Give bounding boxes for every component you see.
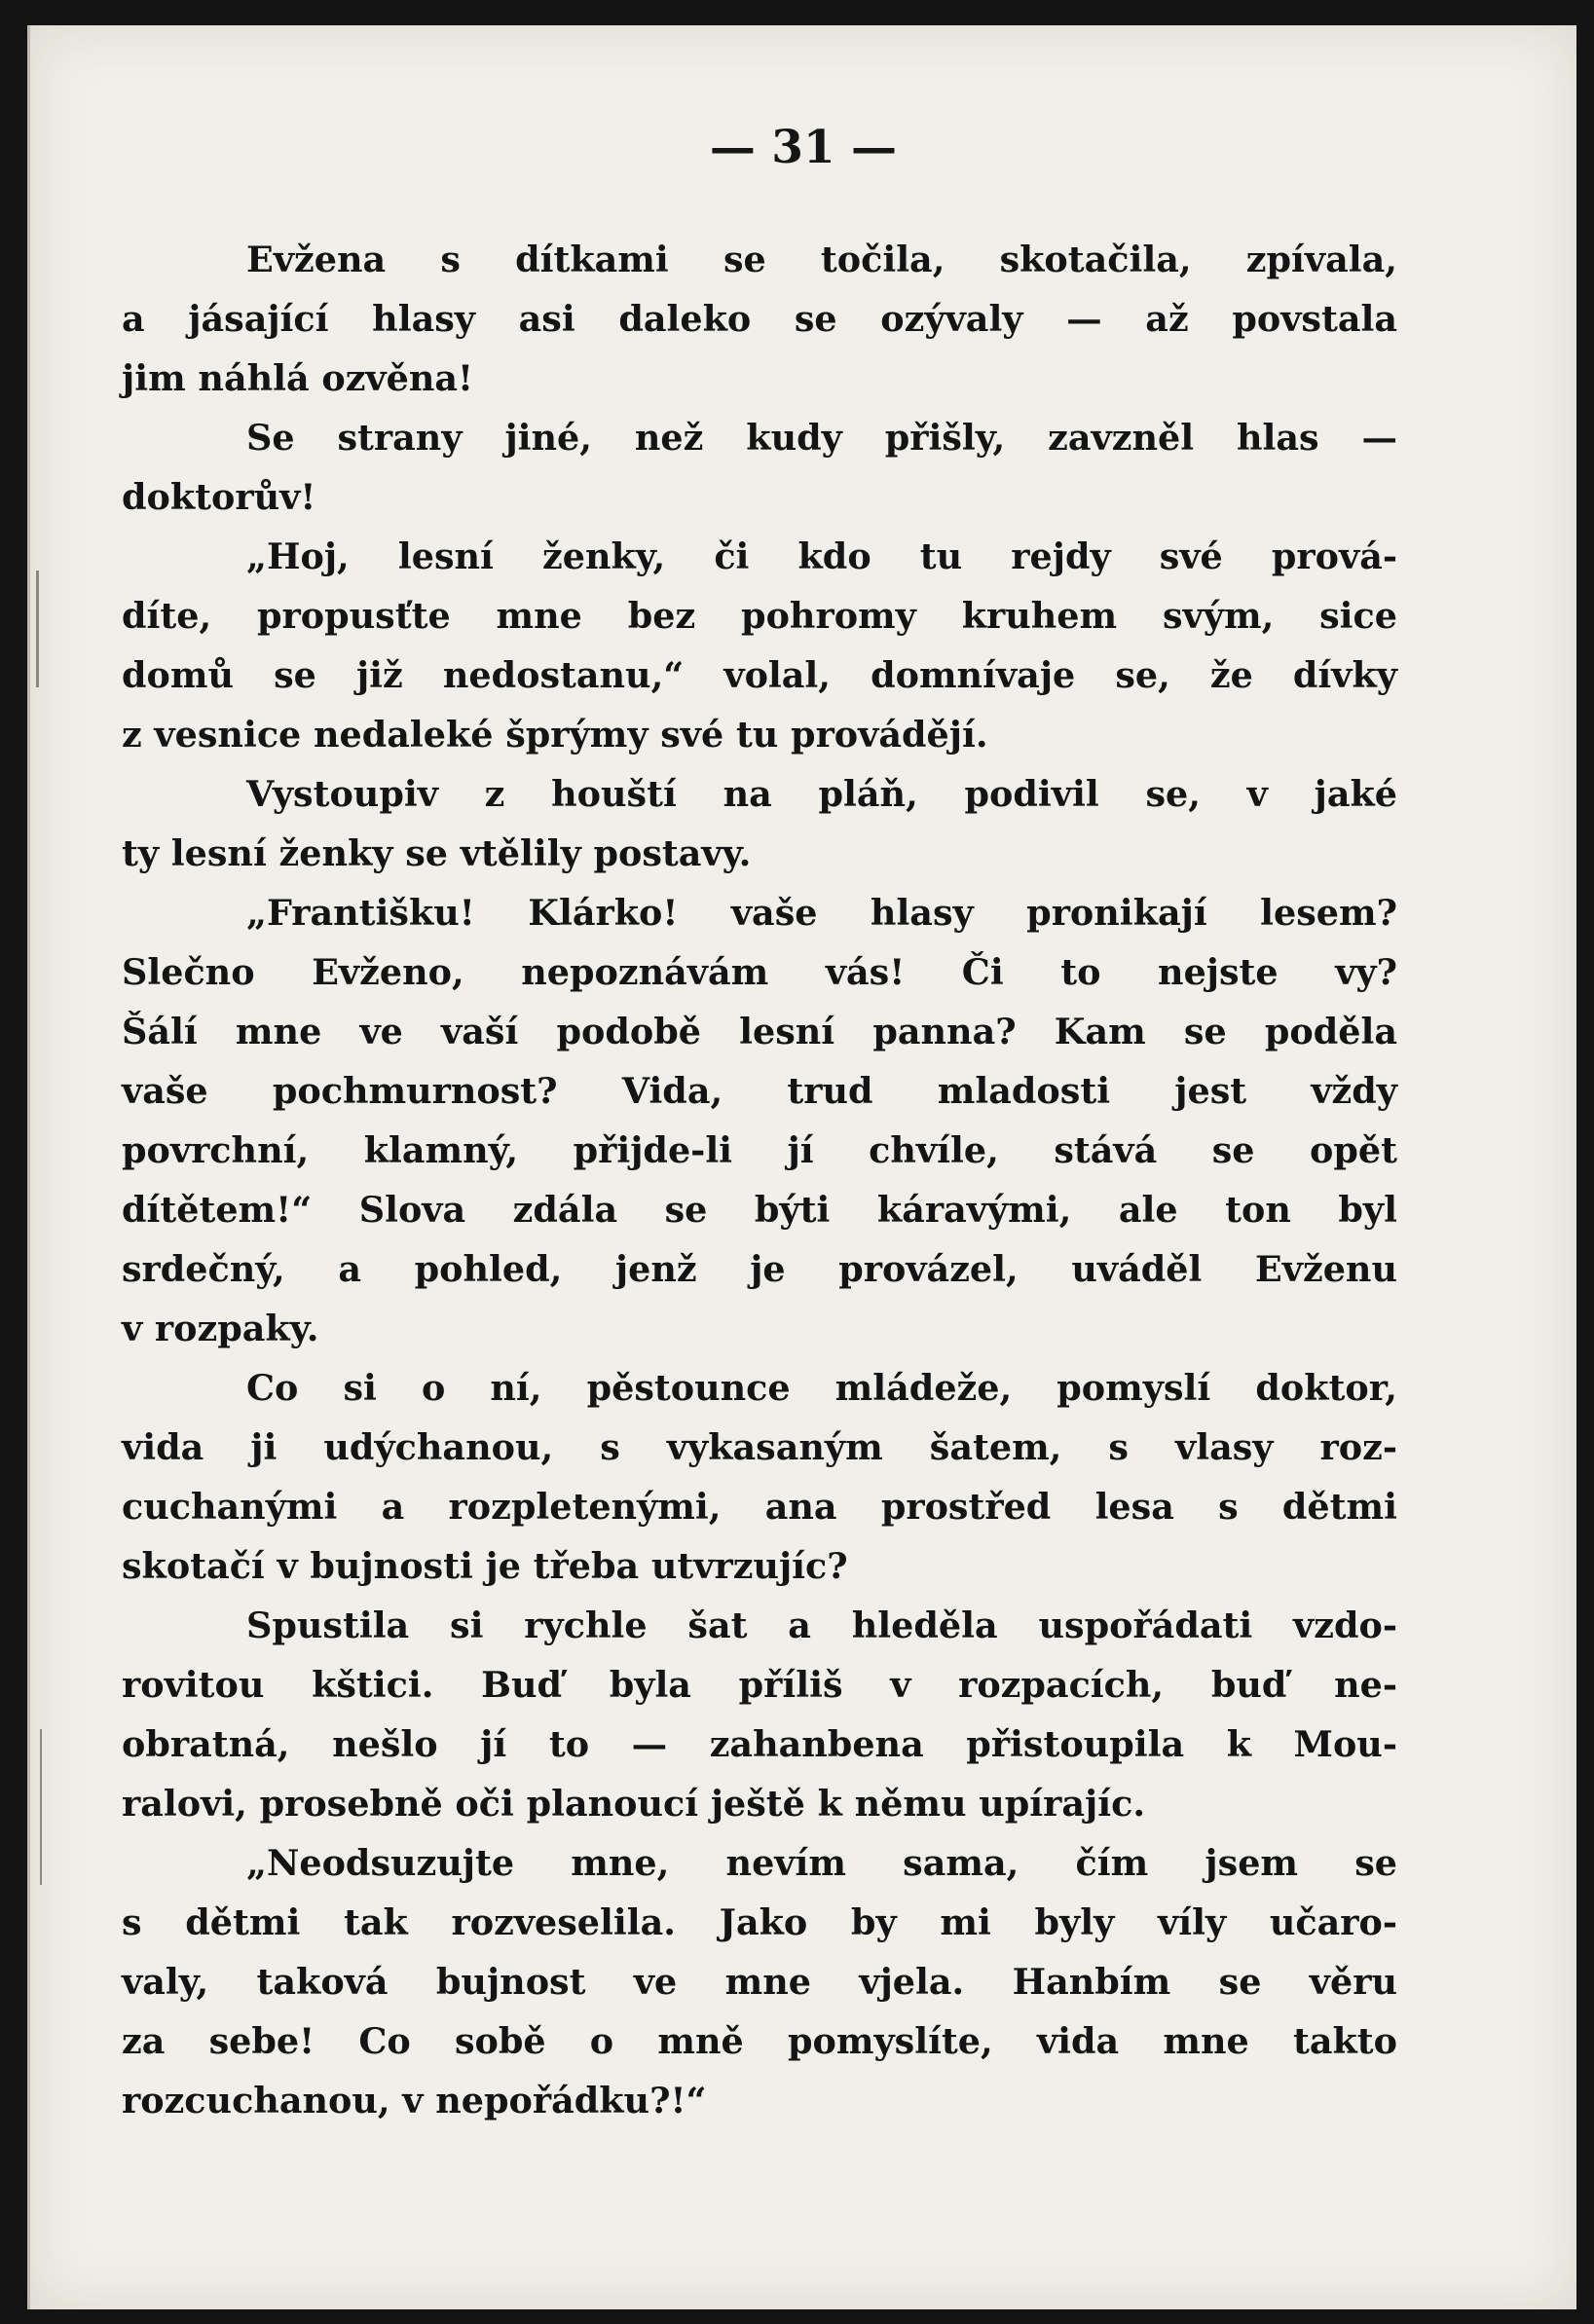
text-line: rozcuchanou, v nepořádku?!“ xyxy=(122,2080,707,2121)
paragraph xyxy=(122,1596,1397,1833)
body-text xyxy=(122,230,1397,2130)
text-line: ty lesní ženky se vtělily postavy. xyxy=(122,832,752,874)
text-line: „Neodsuzujte mne, nevím sama, čím jsem se xyxy=(246,1842,1397,1884)
book-page xyxy=(27,25,1576,2309)
text-line: doktorův! xyxy=(122,476,316,518)
binding-edge-mark xyxy=(40,1729,42,1885)
text-line: s dětmi tak rozveselila. Jako by mi byly víly učaro- xyxy=(122,1901,1397,1943)
paragraph xyxy=(122,1833,1397,2130)
paragraph xyxy=(122,408,1397,527)
binding-edge-mark xyxy=(36,571,39,687)
text-line: Co si o ní, pěstounce mládeže, pomyslí doktor, xyxy=(246,1367,1397,1409)
text-line: díte, propusťte mne bez pohromy kruhem svým, sice xyxy=(122,595,1397,637)
text-line: a jásající hlasy asi daleko se ozývaly — až povstala xyxy=(122,298,1397,340)
text-line: srdečný, a pohled, jenž je provázel, uváděl Evženu xyxy=(122,1248,1397,1290)
text-line: ralovi, prosebně oči planoucí ještě k němu upírajíc. xyxy=(122,1783,1146,1825)
text-line: obratná, nešlo jí to — zahanbena přistoupila k Mou- xyxy=(122,1723,1397,1765)
text-line: „Hoj, lesní ženky, či kdo tu rejdy své prová- xyxy=(246,535,1397,577)
page-number: — 31 — xyxy=(709,121,898,174)
text-line: Slečno Evženo, nepoznávám vás! Či to nejste vy? xyxy=(122,951,1397,993)
text-line: Vystoupiv z houští na pláň, podivil se, v jaké xyxy=(246,773,1397,815)
text-line: Spustila si rychle šat a hleděla uspořádati vzdo- xyxy=(246,1605,1397,1646)
text-line: domů se již nedostanu,“ volal, domnívaje se, že dívky xyxy=(122,654,1397,696)
paragraph xyxy=(122,230,1397,408)
text-line: za sebe! Co sobě o mně pomyslíte, vida mne takto xyxy=(122,2020,1397,2062)
text-line: v rozpaky. xyxy=(122,1308,319,1349)
text-line: z vesnice nedaleké šprýmy své tu provádějí. xyxy=(122,714,988,756)
text-line: dítětem!“ Slova zdála se býti káravými, ale ton byl xyxy=(122,1189,1397,1231)
text-line: „Františku! Klárko! vaše hlasy pronikají lesem? xyxy=(246,892,1397,934)
paragraph xyxy=(122,527,1397,764)
text-line: rovitou kštici. Buď byla příliš v rozpacích, buď ne- xyxy=(122,1664,1397,1706)
text-line: valy, taková bujnost ve mne vjela. Hanbím se věru xyxy=(122,1961,1397,2003)
text-line: cuchanými a rozpletenými, ana prostřed lesa s dětmi xyxy=(122,1486,1397,1528)
text-line: Šálí mne ve vaší podobě lesní panna? Kam se poděla xyxy=(122,1011,1397,1052)
text-line: vaše pochmurnost? Vida, trud mladosti jest vždy xyxy=(122,1070,1397,1112)
text-line: vida ji udýchanou, s vykasaným šatem, s vlasy roz- xyxy=(122,1426,1397,1468)
text-line: povrchní, klamný, přijde-li jí chvíle, stává se opět xyxy=(122,1129,1397,1171)
paragraph xyxy=(122,764,1397,883)
text-line: Evžena s dítkami se točila, skotačila, zpívala, xyxy=(246,239,1397,280)
text-line: skotačí v bujnosti je třeba utvrzujíc? xyxy=(122,1545,848,1587)
text-line: jim náhlá ozvěna! xyxy=(122,357,474,399)
paragraph xyxy=(122,883,1397,1358)
text-line: Se strany jiné, než kudy přišly, zavzněl hlas — xyxy=(246,417,1397,459)
paragraph xyxy=(122,1358,1397,1596)
